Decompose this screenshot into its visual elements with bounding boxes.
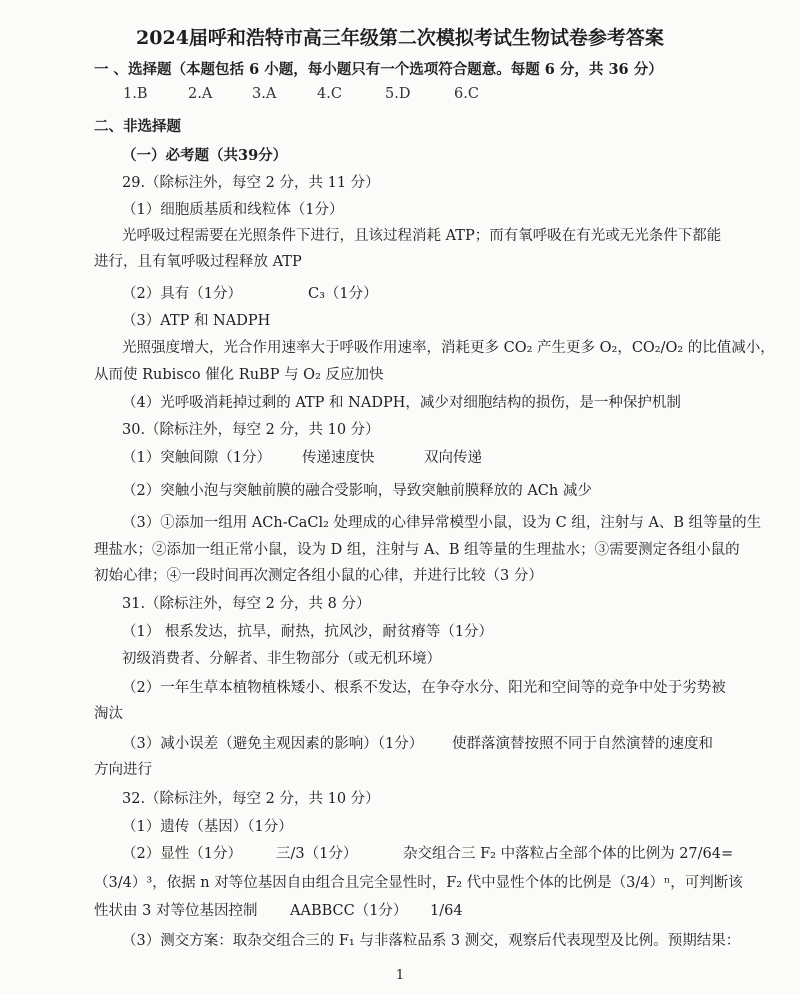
q29-line-1: （1）细胞质基质和线粒体（1分）	[122, 202, 344, 218]
q29-header: 29.（除标注外，每空 2 分，共 11 分）	[122, 175, 380, 191]
answer-6: 6.C	[454, 86, 479, 102]
q31-line-2: 初级消费者、分解者、非生物部分（或无机环境）	[122, 651, 441, 667]
q31-line-1: （1） 根系发达，抗旱，耐热，抗风沙，耐贫瘠等（1分）	[122, 624, 494, 640]
q32-header: 32.（除标注外，每空 2 分，共 10 分）	[122, 791, 380, 807]
q32-line-5: （3）测交方案：取杂交组合三的 F₁ 与非落粒品系 3 测交，观察后代表现型及比例。预期结果：	[122, 933, 741, 949]
q29-line-4b: C₃（1分）	[308, 286, 378, 302]
answer-5: 5.D	[385, 86, 411, 102]
q30-line-1b: 传递速度快	[302, 450, 375, 466]
q32-line-1: （1）遗传（基因）（1分）	[122, 819, 293, 835]
page-number: 1	[395, 968, 405, 983]
q31-line-4: 淘汰	[94, 706, 123, 722]
q32-line-3: （3/4）³，依据 n 对等位基因自由组合且完全显性时，F₂ 代中显性个体的比例是（3/4）ⁿ，可判断该	[94, 875, 743, 891]
q32-line-2b: 三/3（1分）	[276, 846, 358, 862]
q29-line-6: 光照强度增大，光合作用速率大于呼吸作用速率，消耗更多 CO₂ 产生更多 O₂，CO₂/O₂ 的比值减小，	[122, 340, 775, 356]
q31-line-5a: （3）减小误差（避免主观因素的影响）（1分）	[122, 736, 424, 752]
q30-header: 30.（除标注外，每空 2 分，共 10 分）	[122, 422, 380, 438]
section2-heading: 二、非选择题	[94, 118, 181, 135]
answer-3: 3.A	[252, 86, 277, 102]
q31-line-3: （2）一年生草本植物植株矮小、根系不发达，在争夺水分、阳光和空间等的竞争中处于劣势被	[122, 680, 726, 696]
q32-line-4a: 性状由 3 对等位基因控制	[94, 903, 258, 919]
section2-subheading: （一）必考题（共39分）	[122, 147, 288, 164]
q29-line-3: 进行，且有氧呼吸过程释放 ATP	[94, 254, 302, 270]
q30-line-1c: 双向传递	[424, 450, 482, 466]
q32-line-4c: 1/64	[430, 903, 463, 919]
q32-line-4b: AABBCC（1分）	[290, 903, 408, 919]
q29-line-4a: （2）具有（1分）	[122, 286, 242, 302]
answer-2: 2.A	[188, 86, 213, 102]
q29-line-8: （4）光呼吸消耗掉过剩的 ATP 和 NADPH，减少对细胞结构的损伤，是一种保护机制	[122, 395, 681, 411]
q29-line-7: 从而使 Rubisco 催化 RuBP 与 O₂ 反应加快	[94, 367, 384, 383]
q31-line-5b: 使群落演替按照不同于自然演替的速度和	[452, 736, 713, 752]
q31-line-6: 方向进行	[94, 762, 152, 778]
q30-line-5: 初始心律；④一段时间再次测定各组小鼠的心律，并进行比较（3 分）	[94, 568, 543, 584]
section1-heading: 一 、选择题（本题包括 6 小题，每小题只有一个选项符合题意。每题 6 分，共 36 分）	[94, 61, 663, 78]
q30-line-3: （3）①添加一组用 ACh-CaCl₂ 处理成的心律异常模型小鼠，设为 C 组，注射与 A、B 组等量的生	[122, 515, 762, 531]
page-title: 2024届呼和浩特市高三年级第二次模拟考试生物试卷参考答案	[136, 27, 664, 49]
q30-line-1a: （1）突触间隙（1分）	[122, 450, 271, 466]
answer-4: 4.C	[317, 86, 342, 102]
q30-line-2: （2）突触小泡与突触前膜的融合受影响，导致突触前膜释放的 ACh 减少	[122, 483, 592, 499]
q30-line-4: 理盐水；②添加一组正常小鼠，设为 D 组，注射与 A、B 组等量的生理盐水；③需要测定各组小鼠的	[94, 542, 740, 558]
q29-line-5: （3）ATP 和 NADPH	[122, 313, 271, 329]
q31-header: 31.（除标注外，每空 2 分，共 8 分）	[122, 596, 371, 612]
q32-line-2c: 杂交组合三 F₂ 中落粒占全部个体的比例为 27/64=	[403, 846, 734, 862]
q32-line-2a: （2）显性（1分）	[122, 846, 242, 862]
q29-line-2: 光呼吸过程需要在光照条件下进行，且该过程消耗 ATP；而有氧呼吸在有光或无光条件下都能	[122, 228, 722, 244]
answer-1: 1.B	[123, 86, 148, 102]
